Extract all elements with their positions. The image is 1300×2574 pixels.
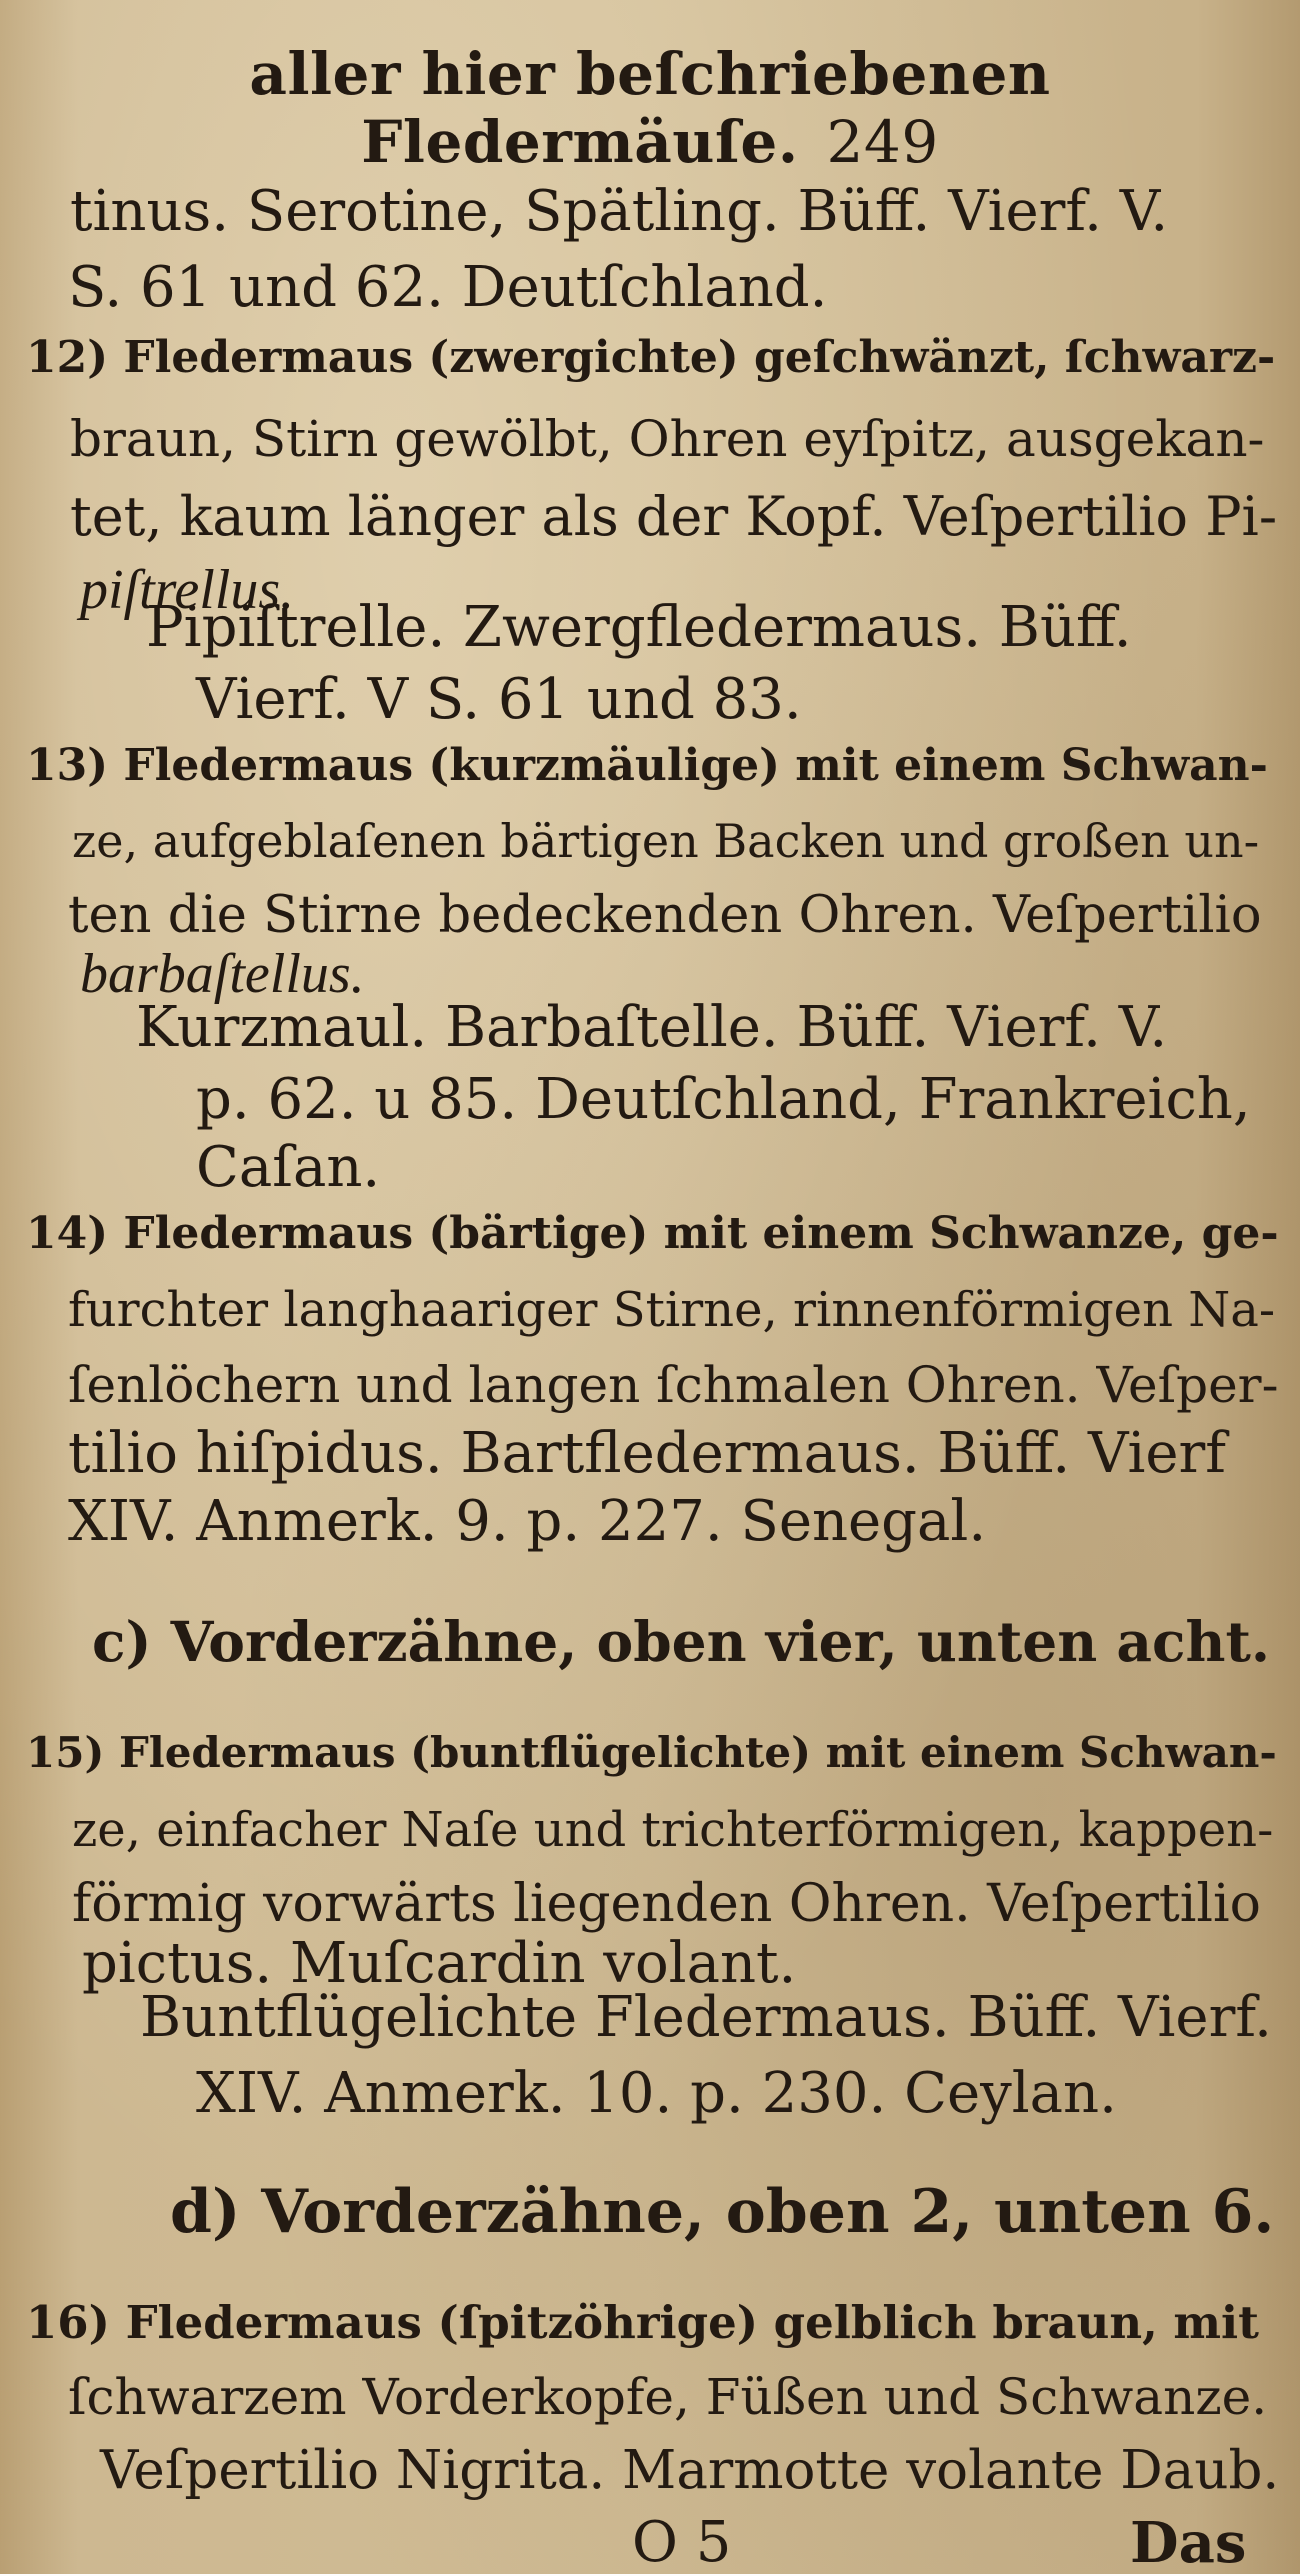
text-line: Buntflügelichte Fledermaus. Büff. Vierf. bbox=[140, 1985, 1272, 2050]
text-line: XIV. Anmerk. 10. p. 230. Ceylan. bbox=[196, 2061, 1117, 2126]
text-line: furchter langhaariger Stirne, rinnenförmigen Na- bbox=[68, 1282, 1276, 1338]
text-line: pictus. Muſcardin volant. bbox=[82, 1931, 797, 1996]
text-line: ſchwarzem Vorderkopfe, Füßen und Schwanze. bbox=[68, 2368, 1268, 2426]
text-line: p. 62. u 85. Deutſchland, Frankreich, bbox=[196, 1067, 1251, 1132]
text-line: Veſpertilio Nigrita. Marmotte volante Daub. bbox=[100, 2440, 1280, 2501]
entry-14-start: 14) Fledermaus (bärtige) mit einem Schwanze, ge- bbox=[26, 1208, 1279, 1259]
section-heading-d: d) Vorderzähne, oben 2, unten 6. bbox=[170, 2177, 1275, 2247]
text-line: braun, Stirn gewölbt, Ohren eyſpitz, ausgekan- bbox=[70, 410, 1265, 468]
text-line: ze, aufgeblaſenen bärtigen Backen und großen un- bbox=[72, 814, 1260, 868]
text-line: Vierf. V S. 61 und 83. bbox=[196, 667, 802, 732]
text-line: tilio hiſpidus. Bartfledermaus. Büff. Vierf bbox=[68, 1421, 1227, 1486]
entry-15-start: 15) Fledermaus (buntflügelichte) mit einem Schwan- bbox=[26, 1728, 1277, 1777]
signature-mark: O 5 bbox=[632, 2510, 732, 2574]
running-header bbox=[0, 40, 1300, 176]
text-line: ſenlöchern und langen ſchmalen Ohren. Veſper- bbox=[68, 1356, 1279, 1414]
page-number: 249 bbox=[826, 108, 939, 176]
text-line: ze, einfacher Naſe und trichterförmigen, kappen- bbox=[72, 1802, 1274, 1858]
entry-16-start: 16) Fledermaus (ſpitzöhrige) gelblich braun, mit bbox=[26, 2296, 1259, 2349]
catchword: Das bbox=[1130, 2510, 1247, 2574]
text-line: XIV. Anmerk. 9. p. 227. Senegal. bbox=[68, 1489, 987, 1554]
text-line: förmig vorwärts liegenden Ohren. Veſpertilio bbox=[72, 1874, 1261, 1934]
header-title: aller hier beſchriebenen Fledermäuſe. bbox=[249, 40, 1051, 176]
text-line: Pipiſtrelle. Zwergfledermaus. Büff. bbox=[146, 595, 1132, 660]
entry-12-start: 12) Fledermaus (zwergichte) geſchwänzt, ſchwarz- bbox=[26, 332, 1276, 383]
text-line: barbaſtellus. bbox=[80, 943, 365, 1005]
text-line: Kurzmaul. Barbaſtelle. Büff. Vierf. V. bbox=[136, 995, 1168, 1060]
section-heading-c: c) Vorderzähne, oben vier, unten acht. bbox=[92, 1609, 1271, 1674]
text-line: ten die Stirne bedeckenden Ohren. Veſpertilio bbox=[68, 886, 1262, 945]
text-line: tinus. Serotine, Spätling. Büff. Vierf. V. bbox=[70, 179, 1169, 244]
entry-13-start: 13) Fledermaus (kurzmäulige) mit einem Schwan- bbox=[26, 740, 1268, 791]
text-line: Caſan. bbox=[196, 1135, 381, 1200]
text-line: piſtrellus. bbox=[80, 559, 295, 621]
text-line: S. 61 und 62. Deutſchland. bbox=[68, 255, 828, 320]
text-line: tet, kaum länger als der Kopf. Veſpertilio Pi- bbox=[70, 485, 1278, 548]
